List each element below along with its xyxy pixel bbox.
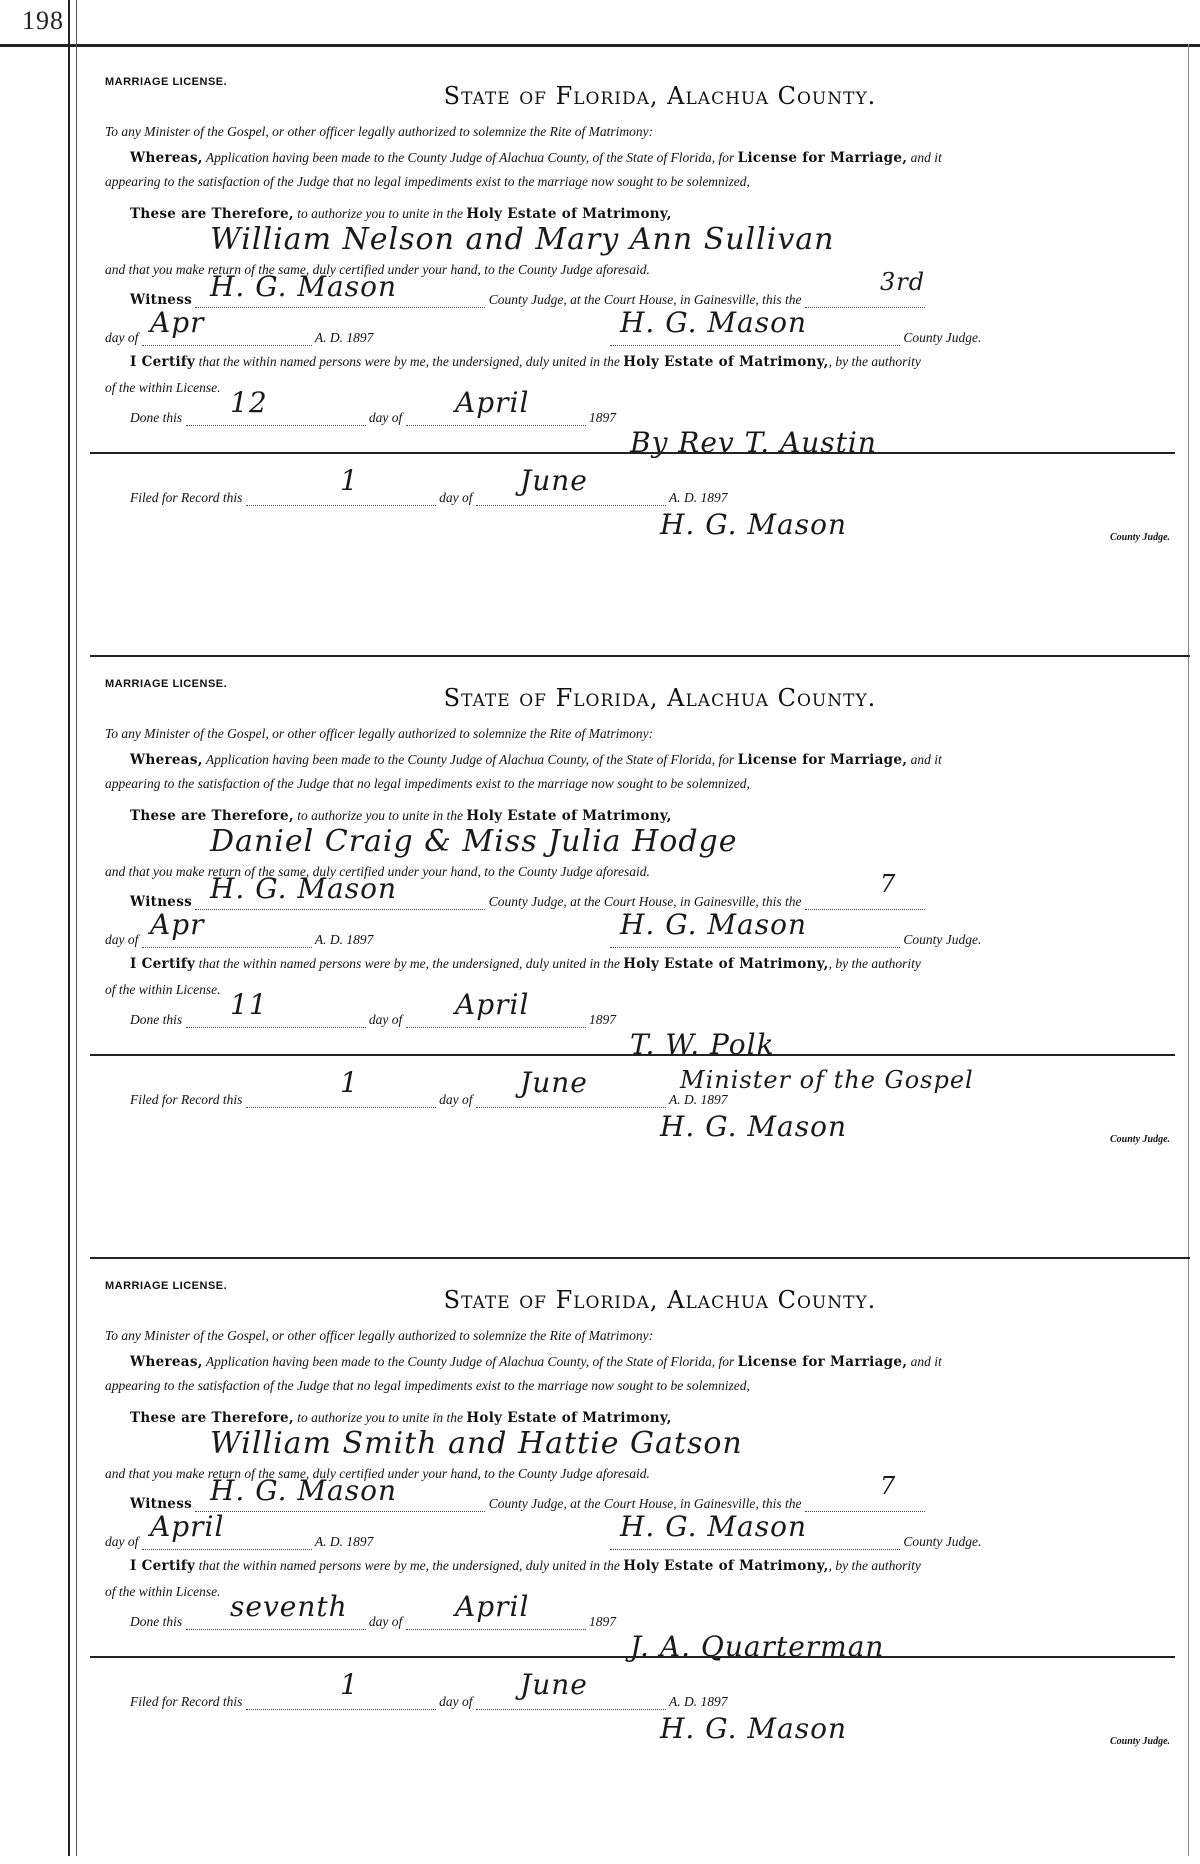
filed-day: 1 [340,464,359,497]
filed-day: 1 [340,1668,359,1701]
filed-judge-signature: H. G. Mason [660,1110,848,1143]
couple-names: William Smith and Hattie Gatson [210,1426,743,1461]
return-line: and that you make return of the same, duly certified under your hand, to the County Judge aforesaid. [105,262,650,277]
authority-text: , by the authority [828,956,921,971]
issue-day-blank [805,1497,925,1512]
return-line: and that you make return of the same, duly certified under your hand, to the County Judge aforesaid. [105,864,650,879]
judge-signature: H. G. Mason [620,1510,808,1543]
issue-year-digit: 7 [366,1534,374,1549]
filed-line [130,490,728,506]
filed-year-digit: 7 [720,1092,728,1107]
done-line [130,1012,616,1028]
court-text: County Judge, at the Court House, in Gainesville, this the [488,292,802,307]
done-year-prefix: 189 [589,1012,610,1027]
filed-year-digit: 7 [720,1694,728,1709]
done-year-digit: 7 [609,1012,616,1027]
day-of-label: day of [105,932,139,947]
whereas-word: Whereas, [130,1354,203,1370]
license-label: MARRIAGE LICENSE. [105,76,228,88]
filed-day-of-label: day of [439,1694,473,1709]
authority-text: , by the authority [828,1558,921,1573]
within-license-line: of the within License. [105,982,221,997]
filed-month: June [520,1066,588,1099]
done-year-prefix: 189 [589,410,610,425]
top-rule [0,44,1200,47]
issue-month: April [150,1510,225,1543]
whereas-text: Application having been made to the County Judge of Alachua County, of the State of Florida, for [205,150,735,165]
issue-date-line [105,330,373,346]
these-word: These are Therefore, [130,808,294,824]
issue-year-digit: 7 [366,932,374,947]
left-margin-rule [68,0,70,1856]
license-label: MARRIAGE LICENSE. [105,1280,228,1292]
filed-label: Filed for Record this [130,1092,243,1107]
filed-month: June [520,1668,588,1701]
right-margin-rule [1188,44,1189,1856]
certify-text: that the within named persons were by me, the undersigned, duly united in the [198,1558,620,1573]
certify-line [130,956,1195,972]
certify-word: I Certify [130,1558,196,1574]
witness-word: Witness [130,1496,192,1512]
done-this-label: Done this [130,410,183,425]
issue-day: 7 [880,1472,897,1500]
filed-ad-label: A. D. 189 [669,490,721,505]
license-label: MARRIAGE LICENSE. [105,678,228,690]
witness-signature: H. G. Mason [210,270,398,303]
filed-ad-label: A. D. 189 [669,1092,721,1107]
marriage-license-2 [90,662,1175,1262]
certify-line [130,354,1195,370]
issue-month: Apr [150,306,205,339]
done-day: 12 [230,386,268,419]
filed-day-of-label: day of [439,490,473,505]
whereas-end: and it [910,752,942,767]
court-text: County Judge, at the Court House, in Gainesville, this the [488,1496,802,1511]
page-number: 198 [22,6,64,35]
done-day: seventh [230,1590,348,1623]
issue-year-digit: 7 [366,330,374,345]
these-text: to authorize you to unite in the [297,808,463,823]
license-title: State of Florida, Alachua County. [443,82,877,110]
done-month: April [455,1590,530,1623]
done-day-of-label: day of [368,410,403,425]
whereas-line [130,150,1195,166]
ad-label: A. D. 189 [314,1534,367,1549]
address-line: To any Minister of the Gospel, or other officer legally authorized to solemnize the Rite of Matrimony: [105,726,654,741]
done-year-digit: 7 [609,1614,616,1629]
done-this-label: Done this [130,1012,183,1027]
certify-word: I Certify [130,354,196,370]
judge-signature: H. G. Mason [620,306,808,339]
filed-month: June [520,464,588,497]
done-this-label: Done this [130,1614,183,1629]
filed-judge-signature: H. G. Mason [660,1712,848,1745]
filed-separator [90,1656,1175,1658]
court-text: County Judge, at the Court House, in Gainesville, this the [488,894,802,909]
return-line: and that you make return of the same, duly certified under your hand, to the County Judge aforesaid. [105,1466,650,1481]
issue-day: 3rd [880,268,926,296]
whereas-text: Application having been made to the County Judge of Alachua County, of the State of Florida, for [205,1354,735,1369]
done-year-digit: 7 [609,410,616,425]
these-word: These are Therefore, [130,1410,294,1426]
these-word: These are Therefore, [130,206,294,222]
county-judge-small-label: County Judge. [1110,1736,1171,1747]
issue-date-line [105,932,373,948]
appearing-line: appearing to the satisfaction of the Judge that no legal impediments exist to the marriage now sought to be solemnized, [105,174,750,189]
appearing-line: appearing to the satisfaction of the Judge that no legal impediments exist to the marriage now sought to be solemnized, [105,1378,750,1393]
filed-separator [90,1054,1175,1056]
holy-estate-word-2: Holy Estate of Matrimony, [623,1558,829,1574]
holy-estate-word-2: Holy Estate of Matrimony, [623,354,829,370]
done-day-of-label: day of [368,1614,403,1629]
these-line [130,206,1195,222]
whereas-word: Whereas, [130,752,203,768]
marriage-license-3 [90,1264,1175,1864]
license-word: License for Marriage, [737,752,908,768]
done-line [130,1614,616,1630]
certify-line [130,1558,1195,1574]
holy-estate-word: Holy Estate of Matrimony, [466,206,672,222]
issue-month: Apr [150,908,205,941]
day-of-label: day of [105,1534,139,1549]
county-judge-small-label: County Judge. [1110,1134,1171,1145]
issue-day-blank [805,895,925,910]
address-line: To any Minister of the Gospel, or other officer legally authorized to solemnize the Rite of Matrimony: [105,124,654,139]
witness-signature: H. G. Mason [210,872,398,905]
holy-estate-word: Holy Estate of Matrimony, [466,1410,672,1426]
county-judge-label: County Judge. [903,932,982,947]
day-of-label: day of [105,330,139,345]
holy-estate-word: Holy Estate of Matrimony, [466,808,672,824]
ad-label: A. D. 189 [314,932,367,947]
license-title: State of Florida, Alachua County. [443,684,877,712]
filed-label: Filed for Record this [130,490,243,505]
license-word: License for Marriage, [737,150,908,166]
certify-text: that the within named persons were by me, the undersigned, duly united in the [198,354,620,369]
filed-day-of-label: day of [439,1092,473,1107]
whereas-line [130,1354,1195,1370]
certify-text: that the within named persons were by me, the undersigned, duly united in the [198,956,620,971]
done-day-blank [186,411,366,426]
county-judge-small-label: County Judge. [1110,532,1171,543]
whereas-line [130,752,1195,768]
these-line [130,808,1195,824]
certify-word: I Certify [130,956,196,972]
address-line: To any Minister of the Gospel, or other officer legally authorized to solemnize the Rite of Matrimony: [105,1328,654,1343]
left-margin-rule-inner [76,0,77,1856]
couple-names: Daniel Craig & Miss Julia Hodge [210,824,738,859]
couple-names: William Nelson and Mary Ann Sullivan [210,222,835,257]
whereas-word: Whereas, [130,150,203,166]
officiant-title: Minister of the Gospel [680,1066,974,1094]
officiant-signature: J. A. Quarterman [630,1630,885,1663]
issue-date-line [105,1534,373,1550]
license-title: State of Florida, Alachua County. [443,1286,877,1314]
license-divider-1 [90,655,1190,657]
filed-year-digit: 7 [720,490,728,505]
whereas-text: Application having been made to the County Judge of Alachua County, of the State of Florida, for [205,752,735,767]
marriage-license-1 [90,60,1175,660]
within-license-line: of the within License. [105,380,221,395]
whereas-end: and it [910,1354,942,1369]
whereas-end: and it [910,150,942,165]
filed-separator [90,452,1175,454]
appearing-line: appearing to the satisfaction of the Judge that no legal impediments exist to the marriage now sought to be solemnized, [105,776,750,791]
filed-line [130,1092,728,1108]
officiant-signature: T. W. Polk [630,1028,775,1061]
these-line [130,1410,1195,1426]
holy-estate-word-2: Holy Estate of Matrimony, [623,956,829,972]
these-text: to authorize you to unite in the [297,206,463,221]
done-day: 11 [230,988,268,1021]
these-text: to authorize you to unite in the [297,1410,463,1425]
done-month: April [455,988,530,1021]
officiant-signature: By Rev T. Austin [630,426,877,459]
ad-label: A. D. 189 [314,330,367,345]
county-judge-label: County Judge. [903,1534,982,1549]
filed-day: 1 [340,1066,359,1099]
done-day-of-label: day of [368,1012,403,1027]
filed-label: Filed for Record this [130,1694,243,1709]
witness-signature: H. G. Mason [210,1474,398,1507]
filed-line [130,1694,728,1710]
done-line [130,410,616,426]
witness-word: Witness [130,292,192,308]
county-judge-label: County Judge. [903,330,982,345]
judge-signature: H. G. Mason [620,908,808,941]
filed-ad-label: A. D. 189 [669,1694,721,1709]
filed-judge-signature: H. G. Mason [660,508,848,541]
issue-day: 7 [880,870,897,898]
witness-word: Witness [130,894,192,910]
within-license-line: of the within License. [105,1584,221,1599]
license-divider-2 [90,1257,1190,1259]
authority-text: , by the authority [828,354,921,369]
done-day-blank [186,1013,366,1028]
done-month: April [455,386,530,419]
done-year-prefix: 189 [589,1614,610,1629]
license-word: License for Marriage, [737,1354,908,1370]
